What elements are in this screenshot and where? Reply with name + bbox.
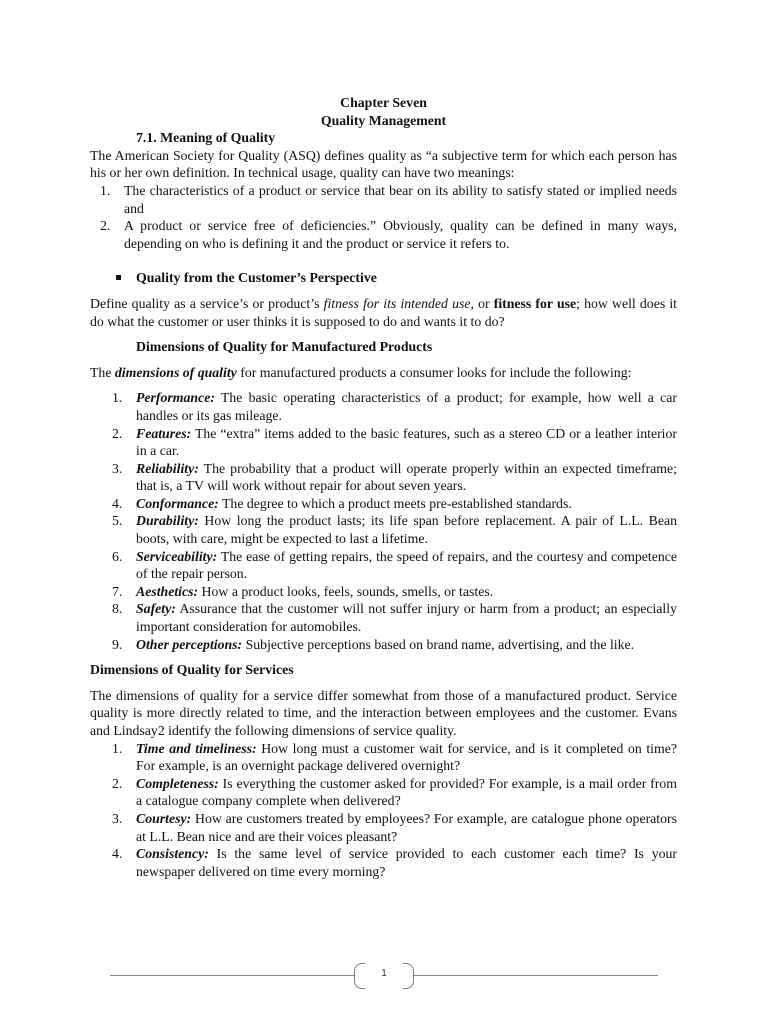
list-item xyxy=(90,845,677,880)
definition: Is the same level of service provided to each customer each time? Is your newspaper delivered on time every morning? xyxy=(136,846,677,879)
page-footer xyxy=(110,963,658,989)
chapter-title: Quality Management xyxy=(320,112,447,128)
list-item xyxy=(90,810,677,845)
list-number: 1. xyxy=(112,740,123,756)
list-item xyxy=(90,548,677,583)
list-item xyxy=(90,217,677,252)
section-heading: 7.1. Meaning of Quality xyxy=(136,130,276,146)
term: Safety: xyxy=(136,601,176,617)
term: Aesthetics: xyxy=(136,583,199,599)
emphasis-run: dimensions of quality xyxy=(114,364,237,380)
service-dimensions-list xyxy=(90,740,677,881)
list-number: 7. xyxy=(112,583,123,599)
term: Durability: xyxy=(136,513,199,529)
list-number: 8. xyxy=(112,601,123,617)
list-item xyxy=(90,512,677,547)
section-intro: The American Society for Quality (ASQ) defines quality as “a subjective term for which each person has his or her own definition. In technical usage, quality can have two meanings: xyxy=(90,147,677,181)
page-number: 1 xyxy=(381,968,387,979)
definition: The probability that a product will operate properly within an expected timeframe; that is, a TV will work without repair for about seven years. xyxy=(136,460,677,494)
list-number: 6. xyxy=(112,548,123,564)
list-item xyxy=(90,740,677,775)
definition: Subjective perceptions based on brand name, advertising, and the like. xyxy=(242,636,635,652)
list-number: 9. xyxy=(112,636,123,652)
list-number: 3. xyxy=(112,810,123,826)
document-page xyxy=(90,94,677,880)
list-number: 2. xyxy=(100,218,111,234)
list-text: The characteristics of a product or service that bear on its ability to satisfy stated or implied needs and xyxy=(124,182,677,216)
services-intro: The dimensions of quality for a service differ somewhat from those of a manufactured product. Service quality is more directly related to time, and the interaction between employees and the customer. Evans and Lindsay2 identify the following dimensions of service quality. xyxy=(90,687,677,738)
definition: The degree to which a product meets pre-established standards. xyxy=(218,495,572,511)
text-run: for manufactured products a consumer looks for include the following: xyxy=(236,364,632,380)
list-number: 1. xyxy=(112,390,123,406)
definition: The basic operating characteristics of a product; for example, how well a car handles or its gas mileage. xyxy=(136,390,677,423)
list-number: 4. xyxy=(112,495,123,511)
list-number: 2. xyxy=(112,425,123,441)
list-number: 3. xyxy=(112,460,123,476)
square-bullet-icon xyxy=(116,275,121,280)
list-item xyxy=(90,600,677,635)
definition: How long must a customer wait for service, and is it completed on time? For example, is an overnight package delivered overnight? xyxy=(136,740,677,774)
list-number: 4. xyxy=(112,846,123,862)
manufactured-dimensions-list xyxy=(90,389,677,653)
term: Conformance: xyxy=(136,495,219,511)
definition: Is everything the customer asked for provided? For example, is a mail order from a catalogue company complete when delivered? xyxy=(136,775,677,809)
term: Reliability: xyxy=(136,460,199,476)
term: Time and timeliness: xyxy=(136,740,257,756)
term: Other perceptions: xyxy=(136,636,243,652)
meanings-list xyxy=(90,182,677,252)
customer-heading-text: Quality from the Customer’s Perspective xyxy=(136,270,377,286)
list-item xyxy=(90,182,677,217)
list-item xyxy=(90,425,677,460)
text-run: Define quality as a service’s or product’s xyxy=(90,295,324,311)
text-run: The xyxy=(90,364,115,380)
term: Performance: xyxy=(136,390,215,406)
text-run: , or xyxy=(470,295,494,311)
manufactured-intro xyxy=(90,364,677,382)
text-run: ; how well does it do what the customer or user thinks it is supposed to do and wants it to do? xyxy=(90,295,678,329)
italic-run: fitness for its intended use xyxy=(323,295,471,311)
list-number: 5. xyxy=(112,513,123,529)
definition: Assurance that the customer will not suffer injury or harm from a product; an especially important consideration for automobiles. xyxy=(136,601,677,635)
list-number: 1. xyxy=(100,182,111,198)
manufactured-heading: Dimensions of Quality for Manufactured Products xyxy=(136,339,433,355)
services-heading: Dimensions of Quality for Services xyxy=(90,662,294,678)
list-text: A product or service free of deficiencies.” Obviously, quality can be defined in many ways, depending on who is defining it and the product or service it refers to. xyxy=(124,218,677,251)
definition: The ease of getting repairs, the speed of repairs, and the courtesy and competence of the repair person. xyxy=(136,548,677,582)
bold-run: fitness for use xyxy=(493,295,577,311)
definition: How long the product lasts; its life span before replacement. A pair of L.L. Bean boots, with care, might be expected to last a lifetime. xyxy=(136,513,677,547)
list-item xyxy=(90,389,677,424)
customer-paragraph xyxy=(90,295,677,330)
definition: How are customers treated by employees? For example, are catalogue phone operators at L.L. Bean nice and are their voices pleasant? xyxy=(136,810,677,844)
term: Features: xyxy=(136,425,192,441)
list-number: 2. xyxy=(112,775,123,791)
footer-rule-right xyxy=(414,975,658,976)
list-item xyxy=(90,775,677,810)
term: Completeness: xyxy=(136,775,219,791)
term: Consistency: xyxy=(136,846,209,862)
list-item xyxy=(90,636,677,654)
definition: The “extra” items added to the basic features, such as a stereo CD or a leather interior in a car. xyxy=(136,425,677,459)
right-brace-icon xyxy=(403,963,414,989)
list-item xyxy=(90,583,677,601)
footer-rule-left xyxy=(110,975,354,976)
customer-heading xyxy=(116,269,677,287)
definition: How a product looks, feels, sounds, smells, or tastes. xyxy=(198,583,494,599)
chapter-label: Chapter Seven xyxy=(340,95,427,110)
term: Courtesy: xyxy=(136,810,192,826)
list-item xyxy=(90,495,677,513)
list-item xyxy=(90,460,677,495)
term: Serviceability: xyxy=(136,548,218,564)
